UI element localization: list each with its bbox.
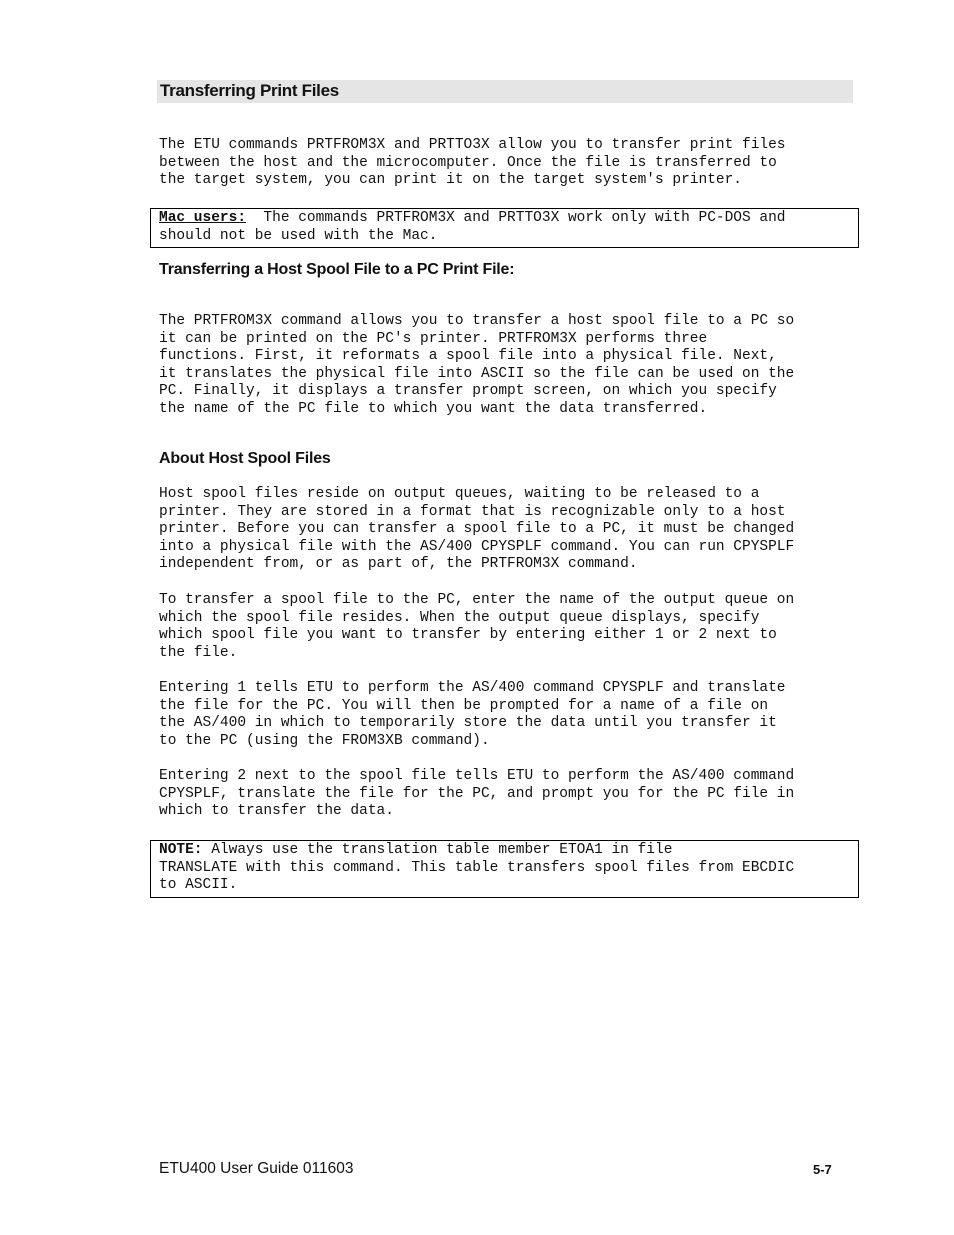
host-spool-to-pc-heading: Transferring a Host Spool File to a PC Print File:: [159, 261, 515, 278]
about-spool-paragraph-3: Entering 1 tells ETU to perform the AS/400 command CPYSPLF and translate the file for the PC. You will then be prompted for a name of a file on the AS/400 in which to temporarily store the data until you transfer it to the PC (using the FROM3XB command).: [159, 680, 786, 749]
intro-paragraph: The ETU commands PRTFROM3X and PRTTO3X allow you to transfer print files between the host and the microcomputer. Once the file is transferred to the target system, you can print it on the target system's printer.: [159, 137, 786, 189]
mac-users-text: The commands PRTFROM3X and PRTTO3X work only with PC-DOS and should not be used with the Mac.: [159, 210, 786, 244]
footer-page-number: 5-7: [813, 1162, 832, 1177]
translation-note: [159, 842, 794, 895]
about-spool-paragraph-1: Host spool files reside on output queues, waiting to be released to a printer. They are stored in a format that is recognizable only to a host printer. Before you can transfer a spool file to a PC, it must be changed into a physical file with the AS/400 CPYSPLF command. You can run CPYSPLF independent from, or as part of, the PRTFROM3X command.: [159, 486, 795, 573]
note-text: Always use the translation table member ETOA1 in file TRANSLATE with this command. This table transfers spool files from EBCDIC to ASCII.: [159, 842, 795, 894]
mac-users-label: Mac users:: [159, 210, 247, 226]
section-title: Transferring Print Files: [160, 81, 339, 100]
about-spool-paragraph-4: Entering 2 next to the spool file tells ETU to perform the AS/400 command CPYSPLF, translate the file for the PC, and prompt you for the PC file in which to transfer the data.: [159, 768, 795, 820]
host-spool-to-pc-paragraph: The PRTFROM3X command allows you to transfer a host spool file to a PC so it can be printed on the PC's printer. PRTFROM3X performs three functions. First, it reformats a spool file into a physical file. Next, it translates the physical file into ASCII so the file can be used on the PC. Finally, it displays a transfer prompt screen, on which you specify the name of the PC file to which you want the data transferred.: [159, 313, 795, 417]
mac-users-note-box: [150, 208, 859, 248]
about-host-spool-heading: About Host Spool Files: [159, 450, 331, 467]
note-label: NOTE:: [159, 842, 203, 858]
mac-users-note: [159, 210, 786, 245]
footer-document-title: ETU400 User Guide 011603: [159, 1160, 354, 1177]
section-title-bar: [157, 80, 853, 103]
translation-note-box: [150, 840, 859, 898]
about-spool-paragraph-2: To transfer a spool file to the PC, enter the name of the output queue on which the spool file resides. When the output queue displays, specify which spool file you want to transfer by entering either 1 or 2 next to the file.: [159, 592, 795, 661]
